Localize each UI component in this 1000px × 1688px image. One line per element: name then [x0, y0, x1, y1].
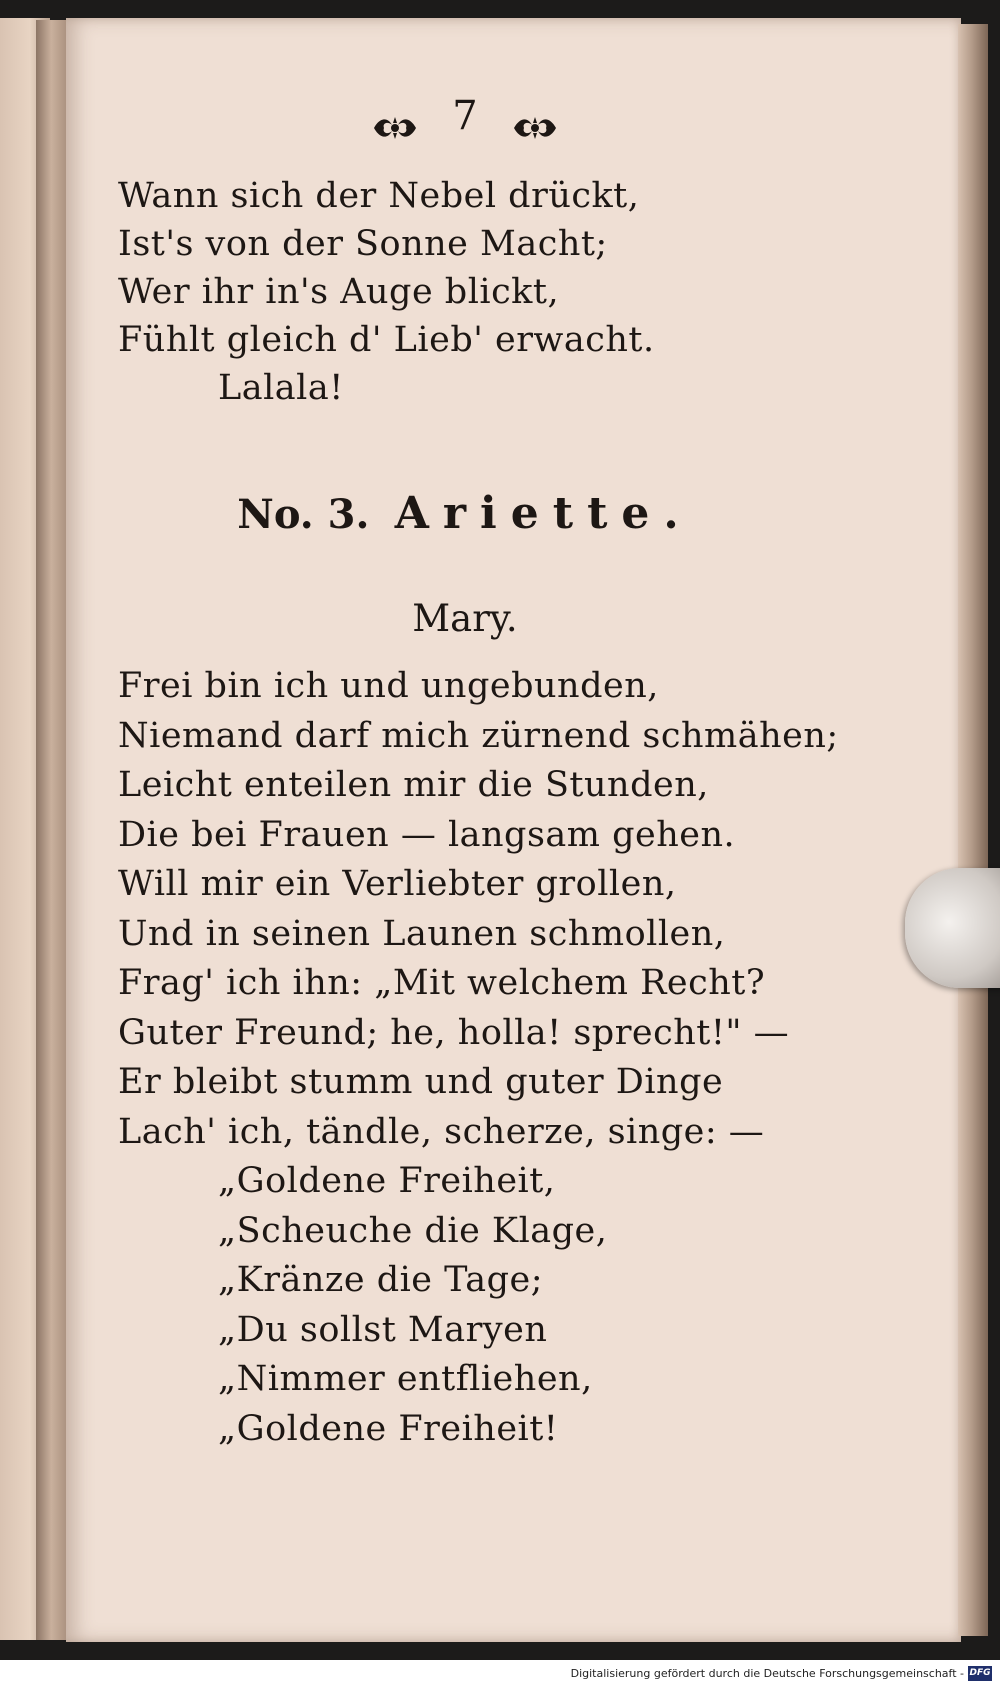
- verse-line: Wer ihr in's Auge blickt,: [118, 272, 560, 312]
- song-line: „Nimmer entfliehen,: [218, 1359, 593, 1399]
- verse-line: Wann sich der Nebel drückt,: [118, 176, 640, 216]
- speaker-name: Mary.: [412, 597, 518, 640]
- verse-line: Lach' ich, tändle, scherze, singe: —: [118, 1111, 765, 1152]
- verse-line: Frei bin ich und ungebunden,: [118, 666, 659, 706]
- verse-line: Leicht enteilen mir die Stunden,: [118, 765, 709, 805]
- page-header: [0, 88, 930, 141]
- stanza-2: [118, 662, 839, 1454]
- ornament-left-icon: [372, 103, 418, 129]
- section-number: No. 3.: [237, 491, 370, 538]
- song-line: „Kränze die Tage;: [218, 1260, 544, 1300]
- section-heading: [0, 486, 930, 543]
- song-line: „Goldene Freiheit,: [218, 1161, 556, 1201]
- refrain-line: Lalala!: [218, 368, 344, 408]
- verse-line: Fühlt gleich d' Lieb' erwacht.: [118, 320, 655, 360]
- verse-line: Die bei Frauen — langsam gehen.: [118, 814, 736, 855]
- stanza-1: [118, 172, 655, 412]
- page-number: 7: [452, 93, 478, 139]
- song-line: „Goldene Freiheit!: [218, 1408, 559, 1449]
- verse-line: Will mir ein Verliebter grollen,: [118, 864, 677, 904]
- dfg-logo: DFG: [968, 1666, 992, 1681]
- verse-line: Und in seinen Launen schmollen,: [118, 913, 726, 954]
- verse-line: Er bleibt stumm und guter Dinge: [118, 1062, 724, 1102]
- ornament-right-icon: [512, 103, 558, 129]
- verse-line: Niemand darf mich zürnend schmähen;: [118, 715, 839, 756]
- verse-line: Frag' ich ihn: „Mit welchem Recht?: [118, 963, 766, 1003]
- song-line: „Scheuche die Klage,: [218, 1210, 608, 1251]
- verse-line: Guter Freund; he, holla! sprecht!" —: [118, 1012, 790, 1053]
- song-line: „Du sollst Maryen: [218, 1309, 548, 1350]
- verse-line: Ist's von der Sonne Macht;: [118, 224, 608, 264]
- funding-credit: Digitalisierung gefördert durch die Deutsche Forschungsgemeinschaft -: [570, 1667, 964, 1680]
- section-title: Ariette.: [394, 488, 693, 539]
